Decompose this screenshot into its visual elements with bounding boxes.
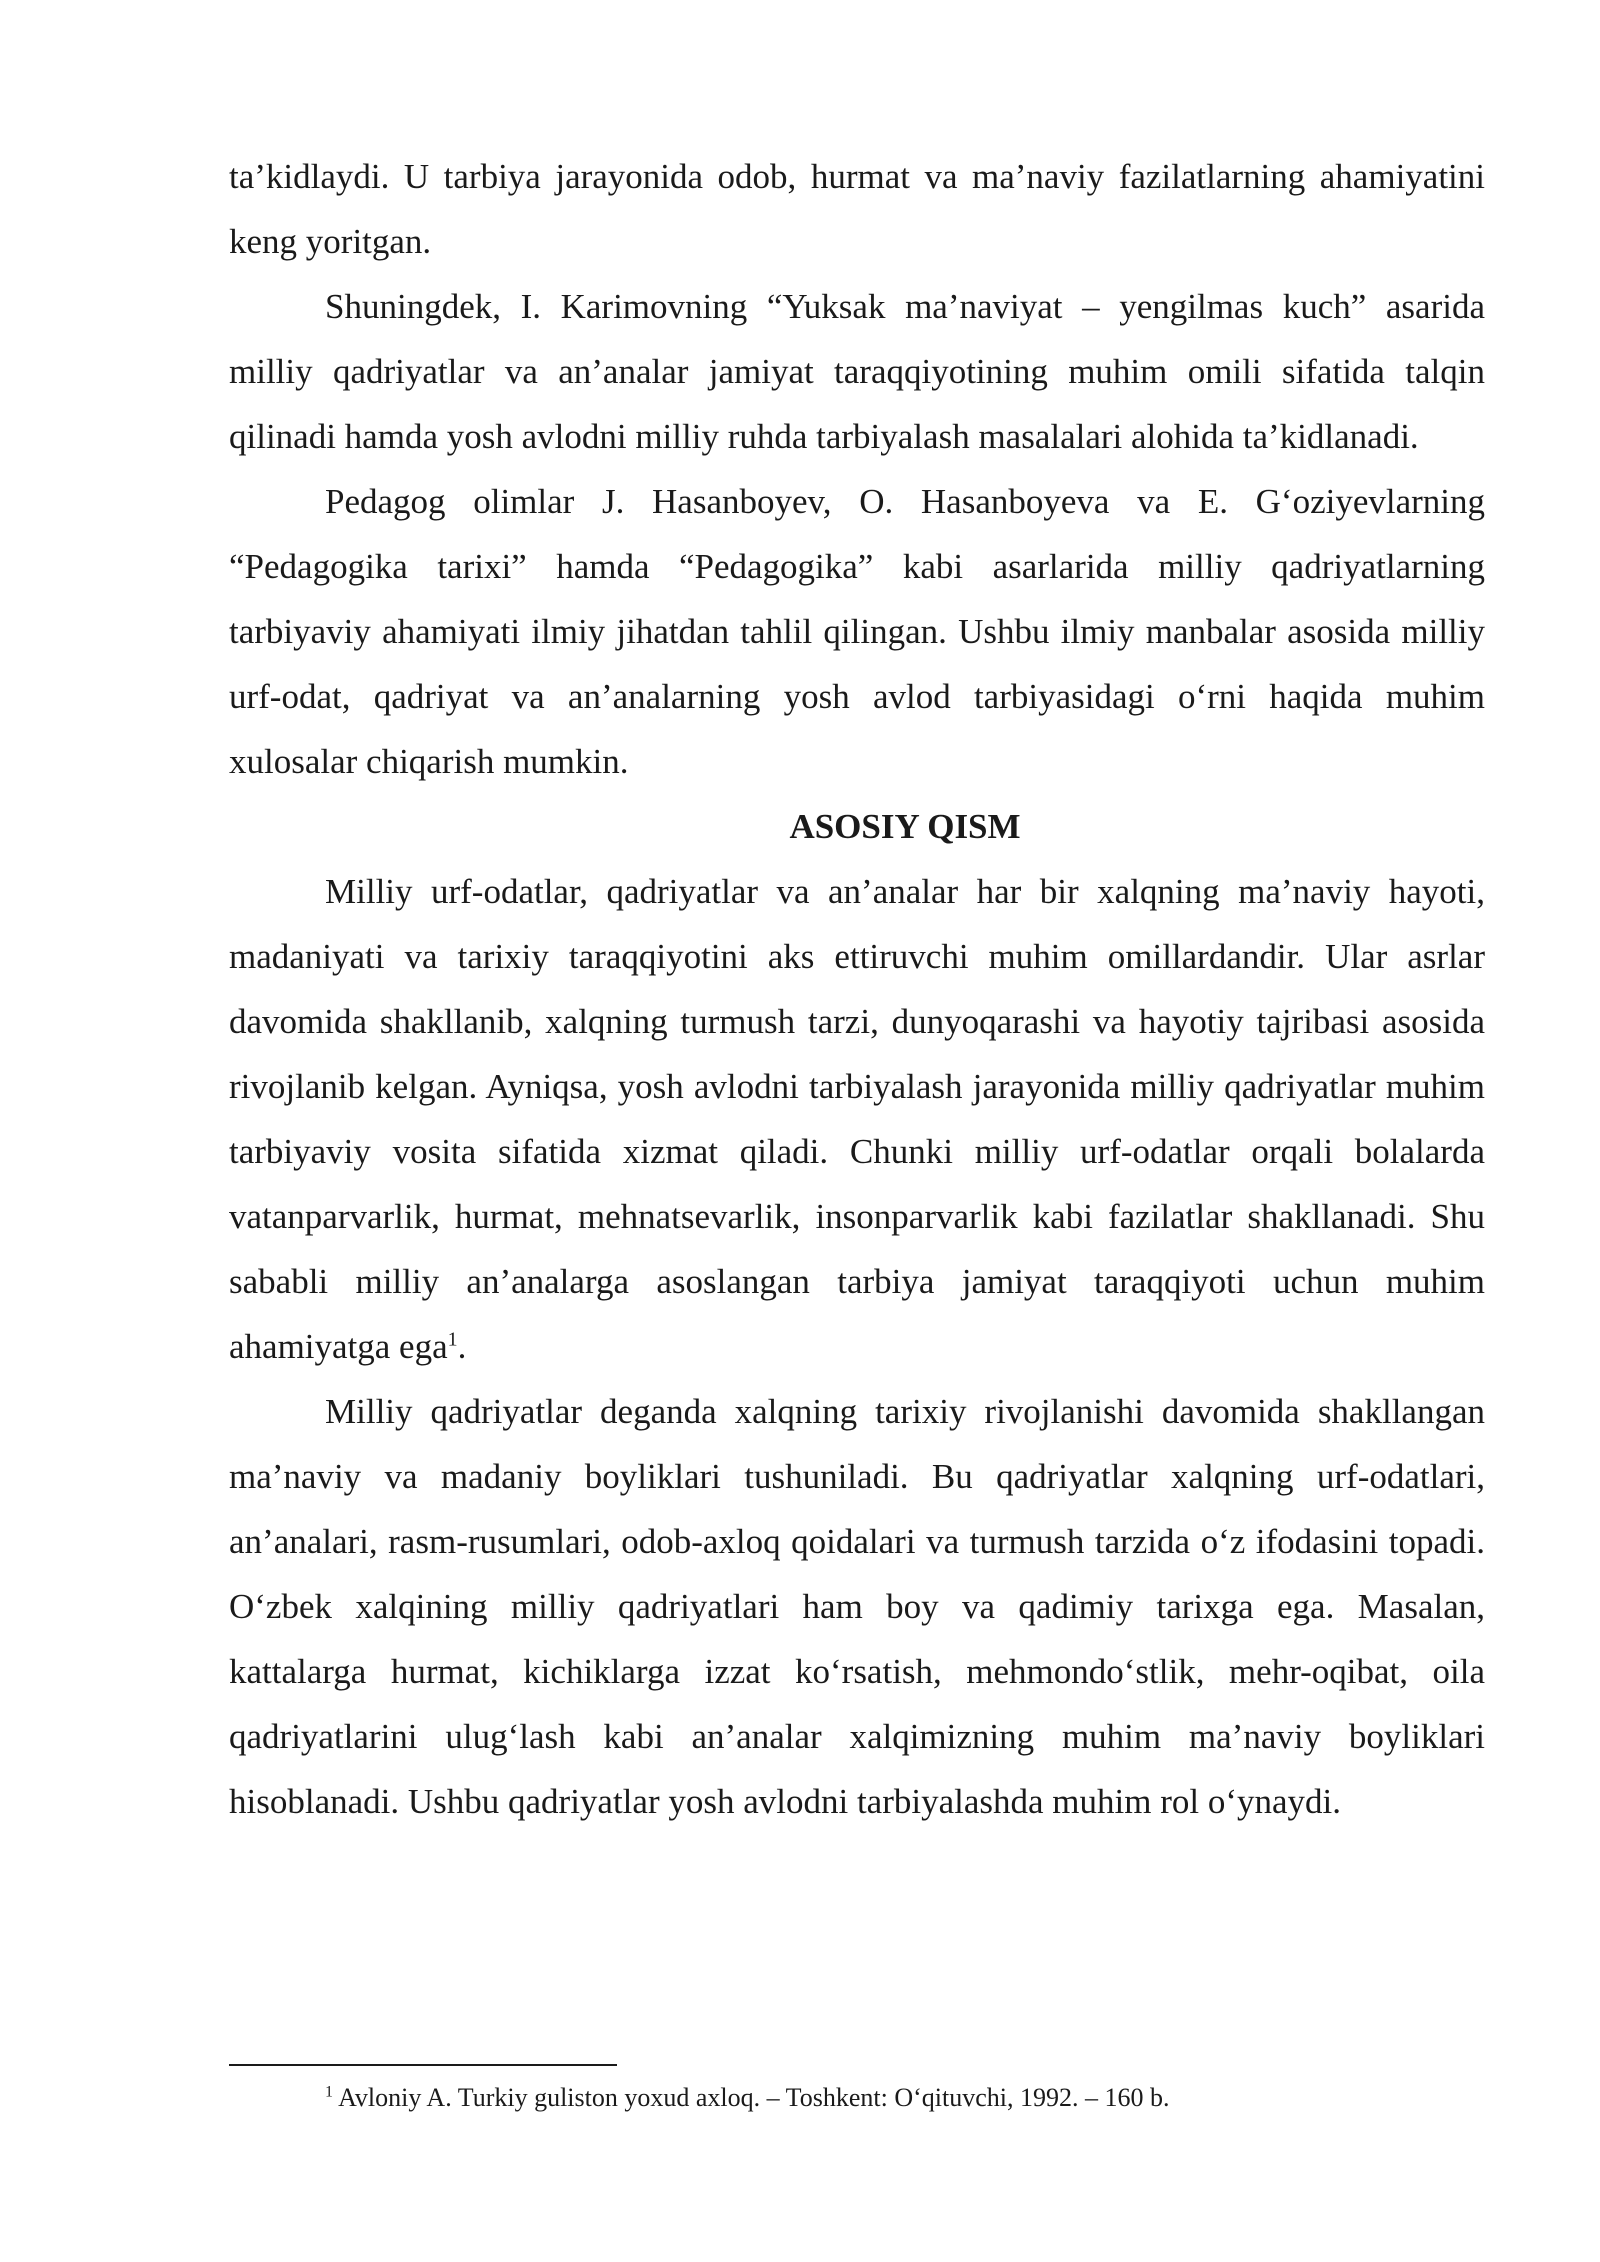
footnote-text: Avloniy A. Turkiy guliston yoxud axloq. – Toshkent: O‘qituvchi, 1992. – 160 b. <box>333 2083 1170 2112</box>
footnote-reference[interactable]: 1 <box>447 1328 458 1351</box>
footnote-number: 1 <box>325 2083 333 2101</box>
paragraph-main-2: Milliy qadriyatlar deganda xalqning tarixiy rivojlanishi davomida shakllangan ma’naviy va madaniy boyliklari tushuniladi. Bu qadriyatlar xalqning urf-odatlari, an’analari, rasm-rusumlari, odob-axloq qoidalari va turmush tarzida o‘z ifodasini topadi. O‘zbek xalqining milliy qadriyatlari ham boy va qadimiy tarixga ega. Masalan, kattalarga hurmat, kichiklarga izzat ko‘rsatish, mehmondo‘stlik, mehr-oqibat, oila qadriyatlarini ulug‘lash kabi an’analar xalqimizning muhim ma’naviy boyliklari hisoblanadi. Ushbu qadriyatlar yosh avlodni tarbiyalashda muhim rol o‘ynaydi. <box>229 1392 1485 1821</box>
footnote <box>325 2080 1485 2116</box>
paragraph-main-1 <box>229 859 1485 1379</box>
paragraph-continuation: ta’kidlaydi. U tarbiya jarayonida odob, hurmat va ma’naviy fazilatlarning ahamiyatini keng yoritgan. <box>229 157 1485 261</box>
paragraph-main-1-end: . <box>457 1327 467 1366</box>
section-heading: ASOSIY QISM <box>789 807 1021 846</box>
footnote-separator <box>229 2064 617 2066</box>
paragraph-pedagogues: Pedagog olimlar J. Hasanboyev, O. Hasanboyeva va E. G‘oziyevlarning “Pedagogika tarixi” hamda “Pedagogika” kabi asarlarida milliy qadriyatlarning tarbiyaviy ahamiyati ilmiy jihatdan tahlil qilingan. Ushbu ilmiy manbalar asosida milliy urf-odat, qadriyat va an’analarning yosh avlod tarbiyasidagi o‘rni haqida muhim xulosalar chiqarish mumkin. <box>229 482 1485 781</box>
paragraph-main-1-text: Milliy urf-odatlar, qadriyatlar va an’analar har bir xalqning ma’naviy hayoti, madaniyati va tarixiy taraqqiyotini aks ettiruvchi muhim omillardandir. Ular asrlar davomida shakllanib, xalqning turmush tarzi, dunyoqarashi va hayotiy tajribasi asosida rivojlanib kelgan. Ayniqsa, yosh avlodni tarbiyalash jarayonida milliy qadriyatlar muhim tarbiyaviy vosita sifatida xizmat qiladi. Chunki milliy urf-odatlar orqali bolalarda vatanparvarlik, hurmat, mehnatsevarlik, insonparvarlik kabi fazilatlar shakllanadi. Shu sababli milliy an’analarga asoslangan tarbiya jamiyat taraqqiyoti uchun muhim ahamiyatga ega <box>229 872 1485 1366</box>
document-body <box>229 144 1485 1834</box>
paragraph-karimov: Shuningdek, I. Karimovning “Yuksak ma’naviyat – yengilmas kuch” asarida milliy qadriyatlar va an’analar jamiyat taraqqiyotining muhim omili sifatida talqin qilinadi hamda yosh avlodni milliy ruhda tarbiyalash masalalari alohida ta’kidlanadi. <box>229 287 1485 456</box>
